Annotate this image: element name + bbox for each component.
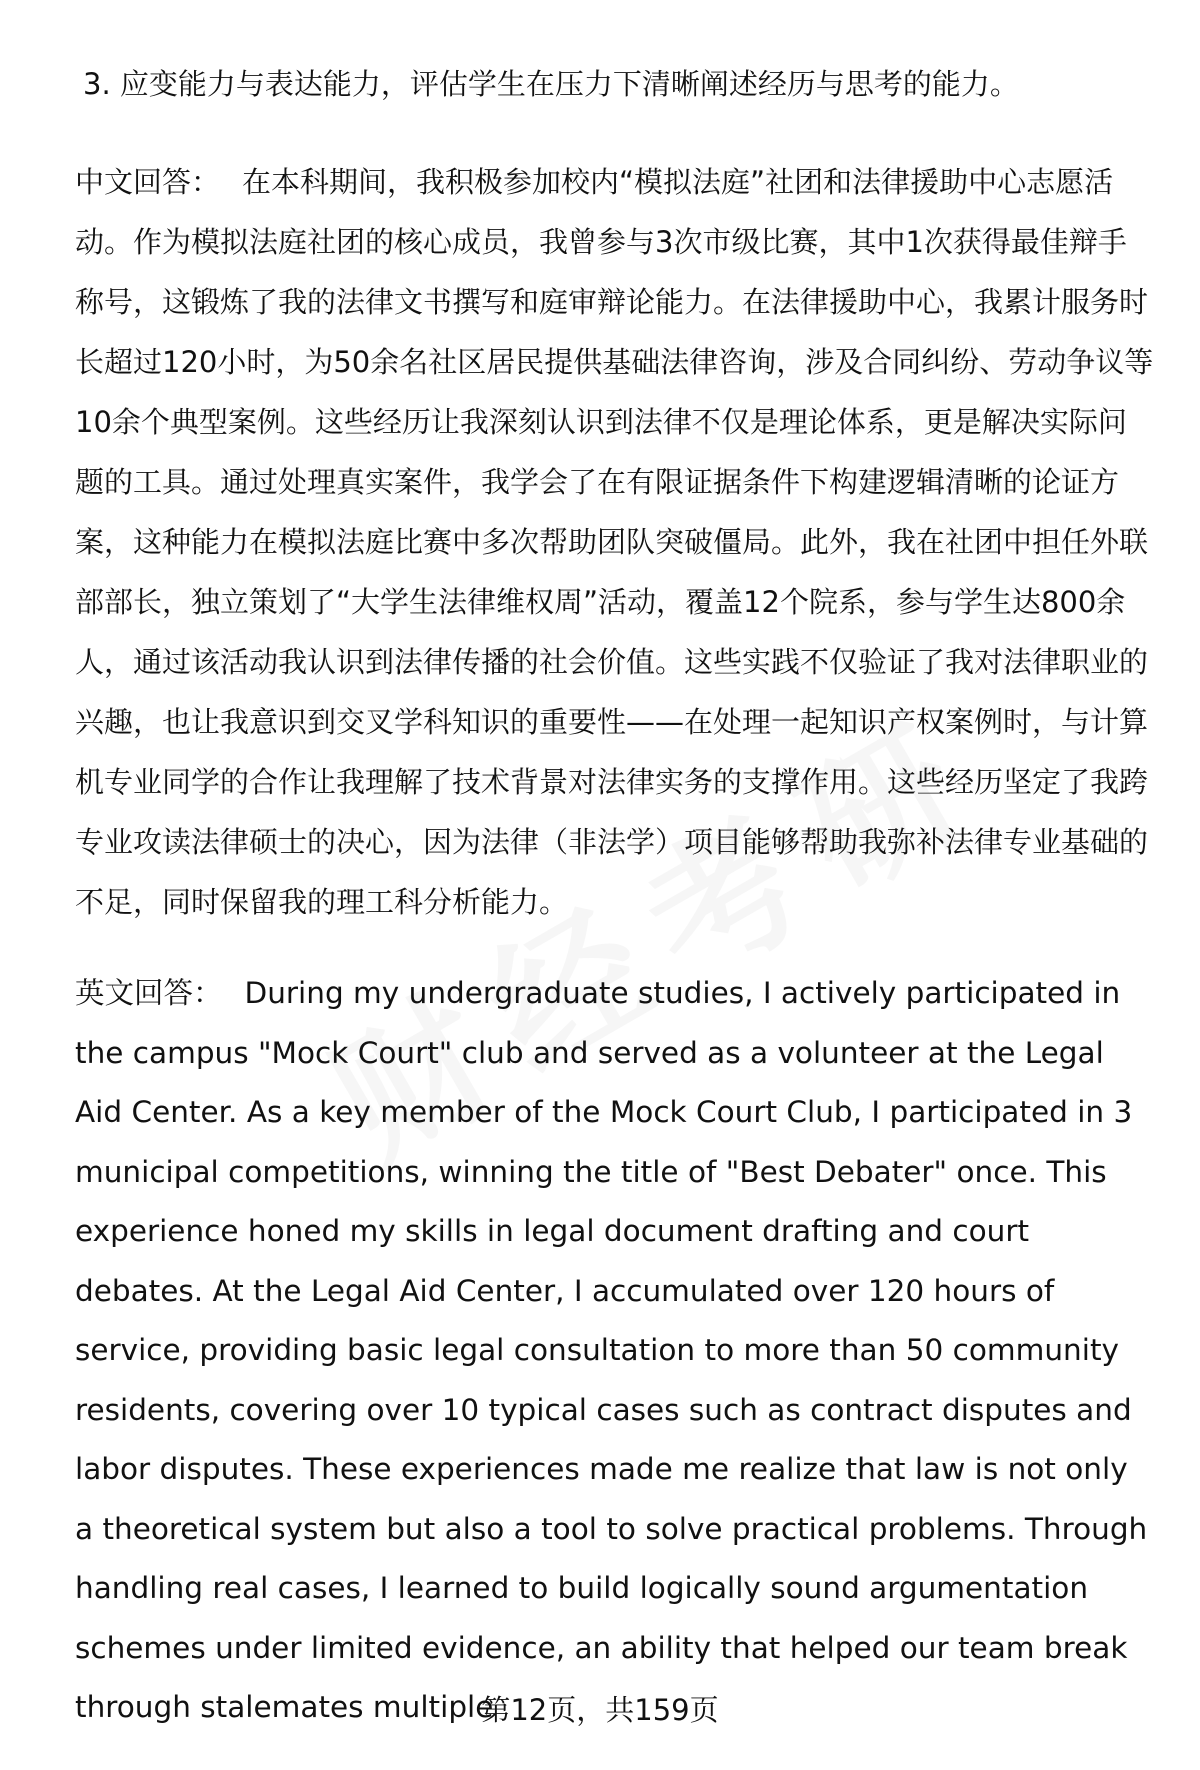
chinese-answer-paragraph <box>75 152 1155 932</box>
chinese-answer-text: 在本科期间，我积极参加校内“模拟法庭”社团和法律援助中心志愿活动。作为模拟法庭社团的核心成员，我曾参与3次市级比赛，其中1次获得最佳辩手称号，这锻炼了我的法律文书撰写和庭审辩论能力。在法律援助中心，我累计服务时长超过120小时，为50余名社区居民提供基础法律咨询，涉及合同纠纷、劳动争议等10余个典型案例。这些经历让我深刻认识到法律不仅是理论体系，更是解决实际问题的工具。通过处理真实案件，我学会了在有限证据条件下构建逻辑清晰的论证方案，这种能力在模拟法庭比赛中多次帮助团队突破僵局。此外，我在社团中担任外联部部长，独立策划了“大学生法律维权周”活动，覆盖12个院系，参与学生达800余人，通过该活动我认识到法律传播的社会价值。这些实践不仅验证了我对法律职业的兴趣，也让我意识到交叉学科知识的重要性——在处理一起知识产权案例时，与计算机专业同学的合作让我理解了技术背景对法律实务的支撑作用。这些经历坚定了我跨专业攻读法律硕士的决心，因为法律（非法学）项目能够帮助我弥补法律专业基础的不足，同时保留我的理工科分析能力。 <box>75 165 1154 919</box>
list-item-3: 3. 应变能力与表达能力，评估学生在压力下清晰阐述经历与思考的能力。 <box>83 67 1019 101</box>
page-number-footer: 第12页，共159页 <box>481 1693 719 1727</box>
chinese-answer-label: 中文回答： <box>75 165 221 199</box>
document-content <box>75 62 1155 1770</box>
english-answer-label: 英文回答： <box>75 976 223 1010</box>
english-answer-text: During my undergraduate studies, I actively participated in the campus "Mock Court" club and served as a volunteer at the Legal Aid Center. As a key member of the Mock Court Club, I participated in 3 municipal competitions, winning the title of "Best Debater" once. This experience honed my skills in legal document drafting and court debates. At the Legal Aid Center, I accumulated over 120 hours of service, providing basic legal consultation to more than 50 community residents, covering over 10 typical cases such as contract disputes and labor disputes. These experiences made me realize that law is not only a theoretical system but also a tool to solve practical problems. Through handling real cases, I learned to build logically sound argumentation schemes under limited evidence, an ability that helped our team break through stalemates multiple <box>75 976 1148 1724</box>
english-answer-paragraph <box>75 964 1155 1738</box>
